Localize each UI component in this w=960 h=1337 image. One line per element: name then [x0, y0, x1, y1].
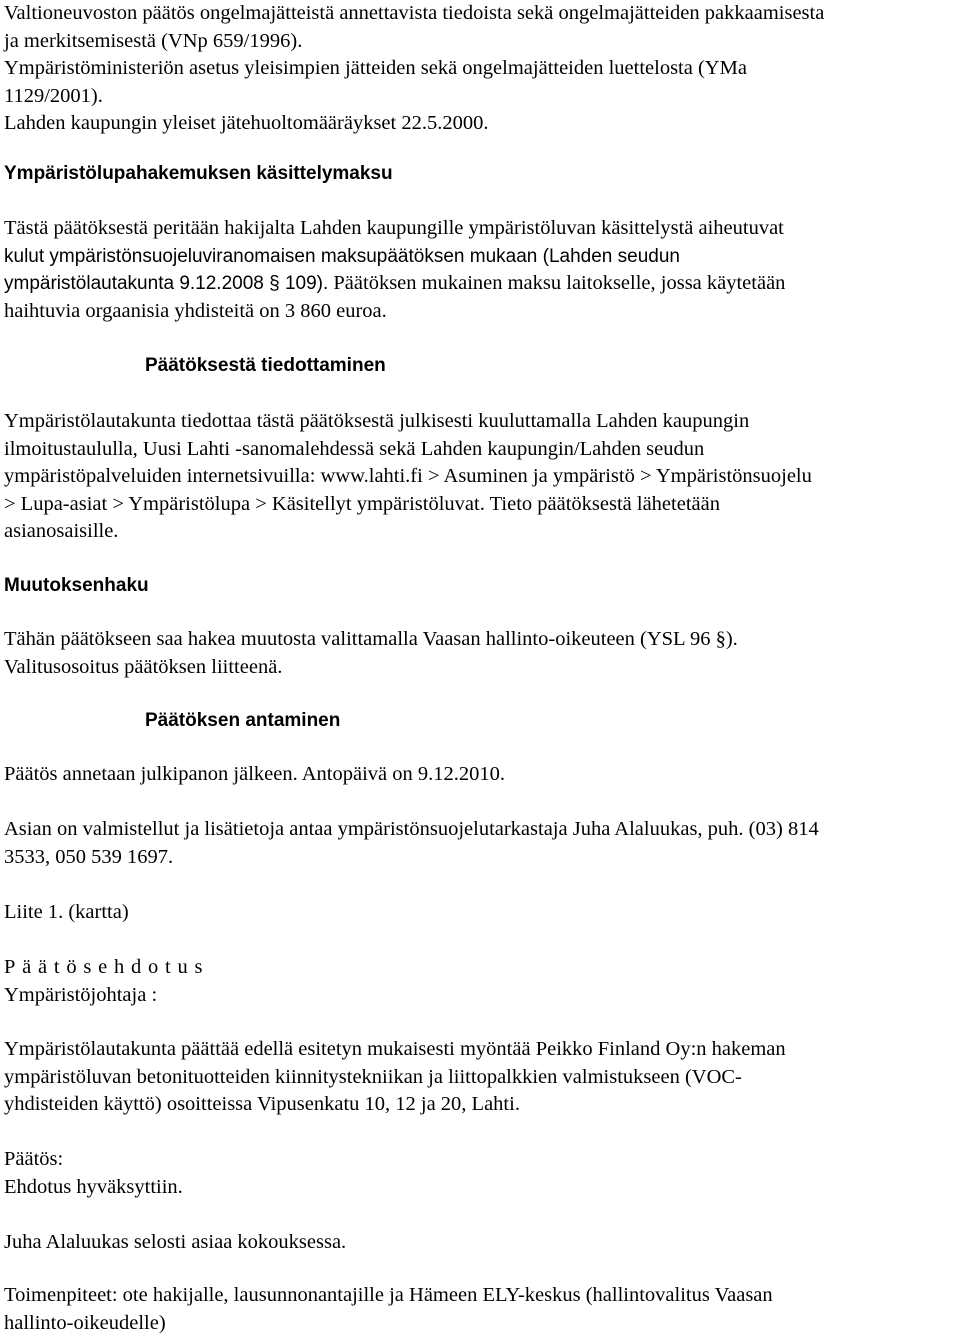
proposal-line: yhdisteiden käyttö) osoitteissa Vipusenkatu 10, 12 ja 20, Lahti.: [4, 1093, 520, 1115]
notice-line: > Lupa-asiat > Ympäristölupa > Käsitellyt ympäristöluvat. Tieto päätöksestä lähetetään: [4, 492, 720, 515]
reference-line: Lahden kaupungin yleiset jätehuoltomääräykset 22.5.2000.: [4, 112, 489, 134]
references-block: [4, 0, 954, 138]
contact-line: Asian on valmistellut ja lisätietoja antaa ympäristönsuojelutarkastaja Juha Alaluukas, puh. (03) 814: [4, 818, 819, 840]
issuance-section-heading: Päätöksen antaminen: [145, 710, 341, 731]
actions-line: hallinto-oikeudelle): [4, 1311, 166, 1334]
fee-line: Tästä päätöksestä peritään hakijalta Lahden kaupungille ympäristöluvan käsittelystä aiheutuvat: [4, 217, 784, 239]
fee-line-mixed: [4, 270, 954, 298]
reference-line: Valtioneuvoston päätös ongelmajätteistä annettavista tiedoista sekä ongelmajätteiden pakkaamisesta: [4, 2, 825, 24]
appeal-section-heading: Muutoksenhaku: [4, 575, 149, 596]
appeal-line: Valitusosoitus päätöksen liitteenä.: [4, 655, 283, 678]
contact-block: [4, 816, 954, 871]
notice-section-heading: Päätöksestä tiedottaminen: [145, 355, 386, 376]
decision-label: Päätös:: [4, 1148, 64, 1170]
appeal-line: Tähän päätökseen saa hakea muutosta valittamalla Vaasan hallinto-oikeuteen (YSL 96 §).: [4, 628, 738, 650]
contact-line: 3533, 050 539 1697.: [4, 845, 174, 868]
proposal-block: [4, 954, 954, 1009]
actions-block: [4, 1282, 954, 1337]
proposal-line: ympäristöluvan betonituotteiden kiinnitystekniikan ja liittopalkkien valmistukseen (VOC-: [4, 1065, 742, 1088]
notice-line: ympäristöpalveluiden internetsivuilla: www.lahti.fi > Asuminen ja ympäristö > Ympäristönsuojelu: [4, 465, 812, 487]
notice-section-body: [4, 408, 954, 546]
reference-line: Ympäristöministeriön asetus yleisimpien jätteiden sekä ongelmajätteiden luettelosta (YMa: [4, 57, 747, 79]
fee-line: haihtuvia orgaanisia yhdisteitä on 3 860 euroa.: [4, 299, 387, 322]
fee-line-sans-part: ympäristölautakunta 9.12.2008 § 109).: [4, 273, 329, 294]
notice-line: Ympäristölautakunta tiedottaa tästä päätöksestä julkisesti kuuluttamalla Lahden kaupungin: [4, 410, 750, 432]
proposal-presenter: Ympäristöjohtaja :: [4, 983, 158, 1006]
attachment-line: Liite 1. (kartta): [4, 901, 129, 923]
actions-line: Toimenpiteet: ote hakijalle, lausunnonantajille ja Hämeen ELY-keskus (hallintovalitus Vaasan: [4, 1284, 773, 1306]
reference-line: 1129/2001).: [4, 84, 103, 107]
fee-section-body: [4, 215, 954, 325]
issuance-line: Päätös annetaan julkipanon jälkeen. Antopäivä on 9.12.2010.: [4, 763, 505, 785]
fee-line: kulut ympäristönsuojeluviranomaisen maksupäätöksen mukaan (Lahden seudun: [4, 245, 680, 267]
proposal-line: Ympäristölautakunta päättää edellä esitetyn mukaisesti myöntää Peikko Finland Oy:n hakeman: [4, 1038, 786, 1060]
notice-line: asianosaisille.: [4, 520, 119, 542]
appeal-section-body: [4, 626, 954, 681]
proposal-body: [4, 1036, 954, 1119]
presentation-note: Juha Alaluukas selosti asiaa kokouksessa.: [4, 1231, 347, 1253]
proposal-label: Päätösehdotus: [4, 956, 210, 978]
notice-line: ilmoitustaululla, Uusi Lahti -sanomalehdessä sekä Lahden kaupungin/Lahden seudun: [4, 437, 705, 460]
decision-text: Ehdotus hyväksyttiin.: [4, 1175, 183, 1198]
fee-line-serif-part: Päätöksen mukainen maksu laitokselle, jossa käytetään: [328, 272, 786, 294]
fee-section-heading: Ympäristölupahakemuksen käsittelymaksu: [4, 163, 393, 184]
reference-line: ja merkitsemisestä (VNp 659/1996).: [4, 29, 303, 52]
decision-block: [4, 1146, 954, 1201]
